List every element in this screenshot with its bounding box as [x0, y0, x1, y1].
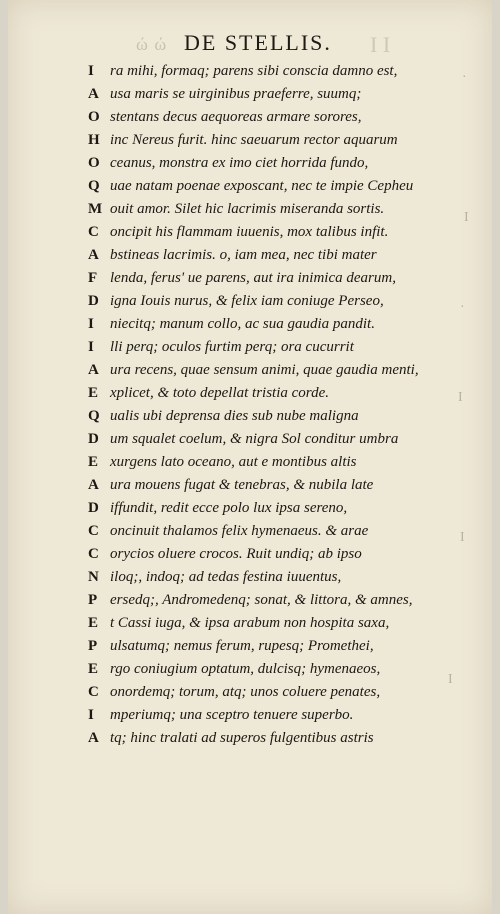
verse-text: ualis ubi deprensa dies sub nube maligna [110, 408, 359, 424]
verse-line [88, 175, 478, 198]
verse-line [88, 635, 478, 658]
verse-text: ceanus, monstra ex imo ciet horrida fundo, [110, 155, 369, 171]
show-through-text: I I [370, 32, 391, 57]
verse-initial: C [88, 546, 99, 562]
verse-text: tq; hinc tralati ad superos fulgentibus astris [110, 730, 374, 746]
show-through-text: ώ ώ [136, 34, 168, 54]
verse-initial: C [88, 224, 99, 240]
verse-text: rgo coniugium optatum, dulcisq; hymenaeos, [110, 661, 381, 677]
verse-initial: P [88, 592, 98, 608]
verse-text: mperiumq; una sceptro tenuere superbo. [110, 707, 354, 723]
verse-text: lli perq; oculos furtim perq; ora cucurrit [110, 339, 354, 355]
verse-line [88, 520, 478, 543]
verse-line [88, 60, 478, 83]
verse-initial: D [88, 500, 99, 516]
verse-line [88, 198, 478, 221]
verse-text: stentans decus aequoreas armare sorores, [110, 109, 362, 125]
verse-line [88, 313, 478, 336]
verse-line [88, 589, 478, 612]
verse-text: usa maris se uirginibus praeferre, suumq; [110, 86, 362, 102]
verse-initial: H [88, 132, 100, 148]
verse-initial: O [88, 155, 100, 171]
verse-text: xplicet, & toto depellat tristia corde. [110, 385, 329, 401]
verse-initial: F [88, 270, 98, 286]
verse-text: ura mouens fugat & tenebras, & nubila late [110, 477, 374, 493]
verse-text: oncipit his flammam iuuenis, mox talibus infit. [110, 224, 389, 240]
verse-initial: D [88, 293, 99, 309]
verse-text: um squalet coelum, & nigra Sol conditur umbra [110, 431, 399, 447]
verse-initial: I [88, 316, 94, 332]
verse-text: t Cassi iuga, & ipsa arabum non hospita saxa, [110, 615, 390, 631]
verse-text: orycios oluere crocos. Ruit undiq; ab ipso [110, 546, 362, 562]
margin-show-through: I [448, 672, 453, 687]
verse-initial: I [88, 707, 94, 723]
verse-line [88, 106, 478, 129]
verse-initial: E [88, 661, 99, 677]
verse-initial: E [88, 385, 99, 401]
verse-line [88, 428, 478, 451]
verse-line [88, 129, 478, 152]
verse-text: oncinuit thalamos felix hymenaeus. & arae [110, 523, 369, 539]
verse-line [88, 152, 478, 175]
verse-line [88, 704, 478, 727]
verse-line [88, 612, 478, 635]
verse-text: onordemq; torum, atq; unos coluere penates, [110, 684, 381, 700]
verse-initial: M [88, 201, 103, 217]
verse-text: uae natam poenae exposcant, nec te impie Cepheu [110, 178, 414, 194]
verse-text: bstineas lacrimis. o, iam mea, nec tibi mater [110, 247, 377, 263]
verse-initial: Q [88, 408, 100, 424]
verse-text: ouit amor. Silet hic lacrimis miseranda sortis. [110, 201, 385, 217]
verse-line [88, 382, 478, 405]
verse-initial: C [88, 523, 99, 539]
page-header [8, 30, 492, 60]
verse-line [88, 267, 478, 290]
verse-line [88, 83, 478, 106]
verse-line [88, 290, 478, 313]
verse-line [88, 359, 478, 382]
verse-initial: N [88, 569, 99, 585]
verse-line [88, 405, 478, 428]
verse-line [88, 221, 478, 244]
verse-line [88, 727, 478, 750]
verse-line [88, 681, 478, 704]
verse-line [88, 658, 478, 681]
verse-text: ra mihi, formaq; parens sibi conscia damno est, [110, 63, 398, 79]
verse-initial: E [88, 615, 99, 631]
verse-line [88, 474, 478, 497]
verse-text: niecitq; manum collo, ac sua gaudia pandit. [110, 316, 375, 332]
verse-line [88, 543, 478, 566]
margin-show-through: · [462, 70, 467, 85]
verse-line [88, 497, 478, 520]
verse-initial: A [88, 247, 99, 263]
verse-initial: E [88, 454, 99, 470]
verse-line [88, 451, 478, 474]
margin-show-through: I [458, 390, 463, 405]
verse-block [88, 60, 478, 750]
verse-text: ulsatumq; nemus ferum, rupesq; Promethei, [110, 638, 374, 654]
verse-text: inc Nereus furit. hinc saeuarum rector aquarum [110, 132, 398, 148]
margin-show-through: I [460, 530, 465, 545]
verse-text: lenda, ferus' ue parens, aut ira inimica dearum, [110, 270, 396, 286]
verse-initial: I [88, 339, 94, 355]
verse-initial: A [88, 477, 99, 493]
verse-text: igna Iouis nurus, & felix iam coniuge Perseo, [110, 293, 384, 309]
verse-text: iloq;, indoq; ad tedas festina iuuentus, [110, 569, 342, 585]
verse-initial: A [88, 362, 99, 378]
verse-line [88, 566, 478, 589]
verse-text: xurgens lato oceano, aut e montibus altis [110, 454, 357, 470]
verse-initial: O [88, 109, 100, 125]
verse-initial: Q [88, 178, 100, 194]
verse-text: iffundit, redit ecce polo lux ipsa sereno, [110, 500, 348, 516]
verse-initial: A [88, 86, 99, 102]
verse-line [88, 244, 478, 267]
verse-text: ersedq;, Andromedenq; sonat, & littora, & amnes, [110, 592, 413, 608]
verse-initial: D [88, 431, 99, 447]
margin-show-through: I [464, 210, 469, 225]
verse-line [88, 336, 478, 359]
verse-initial: C [88, 684, 99, 700]
verse-initial: P [88, 638, 98, 654]
verse-initial: A [88, 730, 99, 746]
margin-show-through: · [460, 300, 465, 315]
running-head-title: DE STELLIS. [184, 30, 332, 55]
book-page [8, 0, 492, 914]
verse-text: ura recens, quae sensum animi, quae gaudia menti, [110, 362, 419, 378]
verse-initial: I [88, 63, 94, 79]
